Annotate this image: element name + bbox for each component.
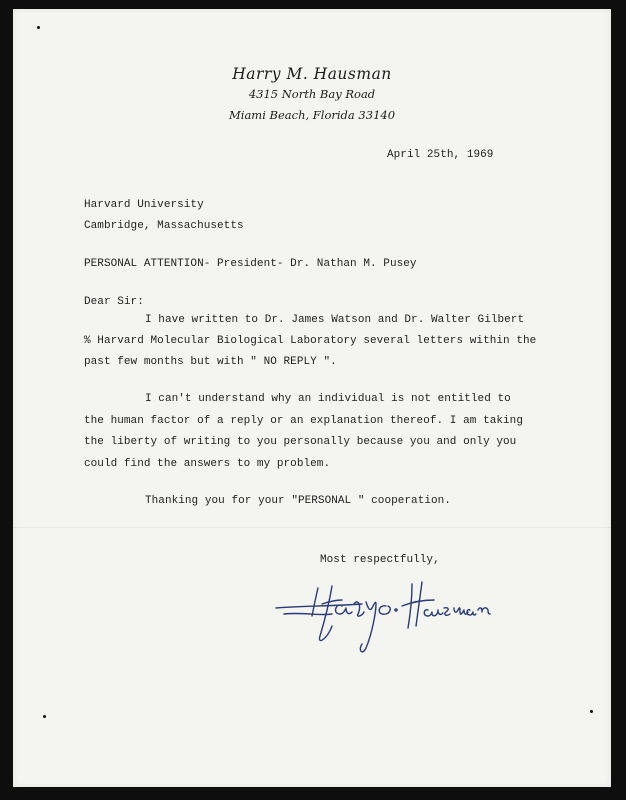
paragraph-2-line-4: could find the answers to my problem. [84, 458, 331, 470]
recipient-org: Harvard University [84, 199, 204, 211]
attention-line: PERSONAL ATTENTION- President- Dr. Nathan M. Pusey [84, 258, 417, 270]
binder-dot [43, 715, 46, 718]
paragraph-2-line-1: I can't understand why an individual is not entitled to [145, 393, 511, 405]
paragraph-1-line-3: past few months but with " NO REPLY ". [84, 356, 337, 368]
letterhead-address: 4315 North Bay Road [248, 87, 376, 101]
binder-dot [590, 710, 593, 713]
letterhead-city: Miami Beach, Florida 33140 [228, 108, 396, 122]
paragraph-3-line-1: Thanking you for your "PERSONAL " cooperation. [145, 495, 451, 507]
letterhead-name: Harry M. Hausman [232, 65, 392, 83]
fold-crease [13, 527, 611, 528]
paragraph-2-line-3: the liberty of writing to you personally because you and only you [84, 436, 517, 448]
signature-drawing [262, 566, 502, 666]
closing: Most respectfully, [320, 554, 440, 566]
binder-dot [37, 26, 40, 29]
paragraph-1-line-2: % Harvard Molecular Biological Laboratory several letters within the [84, 335, 537, 347]
paragraph-1-line-1: I have written to Dr. James Watson and Dr. Walter Gilbert [145, 314, 525, 326]
salutation: Dear Sir: [84, 296, 144, 308]
letter-date: April 25th, 1969 [387, 149, 494, 161]
recipient-city: Cambridge, Massachusetts [84, 220, 244, 232]
signature-text: Harry M. Hausman [262, 566, 272, 567]
letter-page [13, 9, 611, 787]
paragraph-2-line-2: the human factor of a reply or an explanation thereof. I am taking [84, 415, 523, 427]
